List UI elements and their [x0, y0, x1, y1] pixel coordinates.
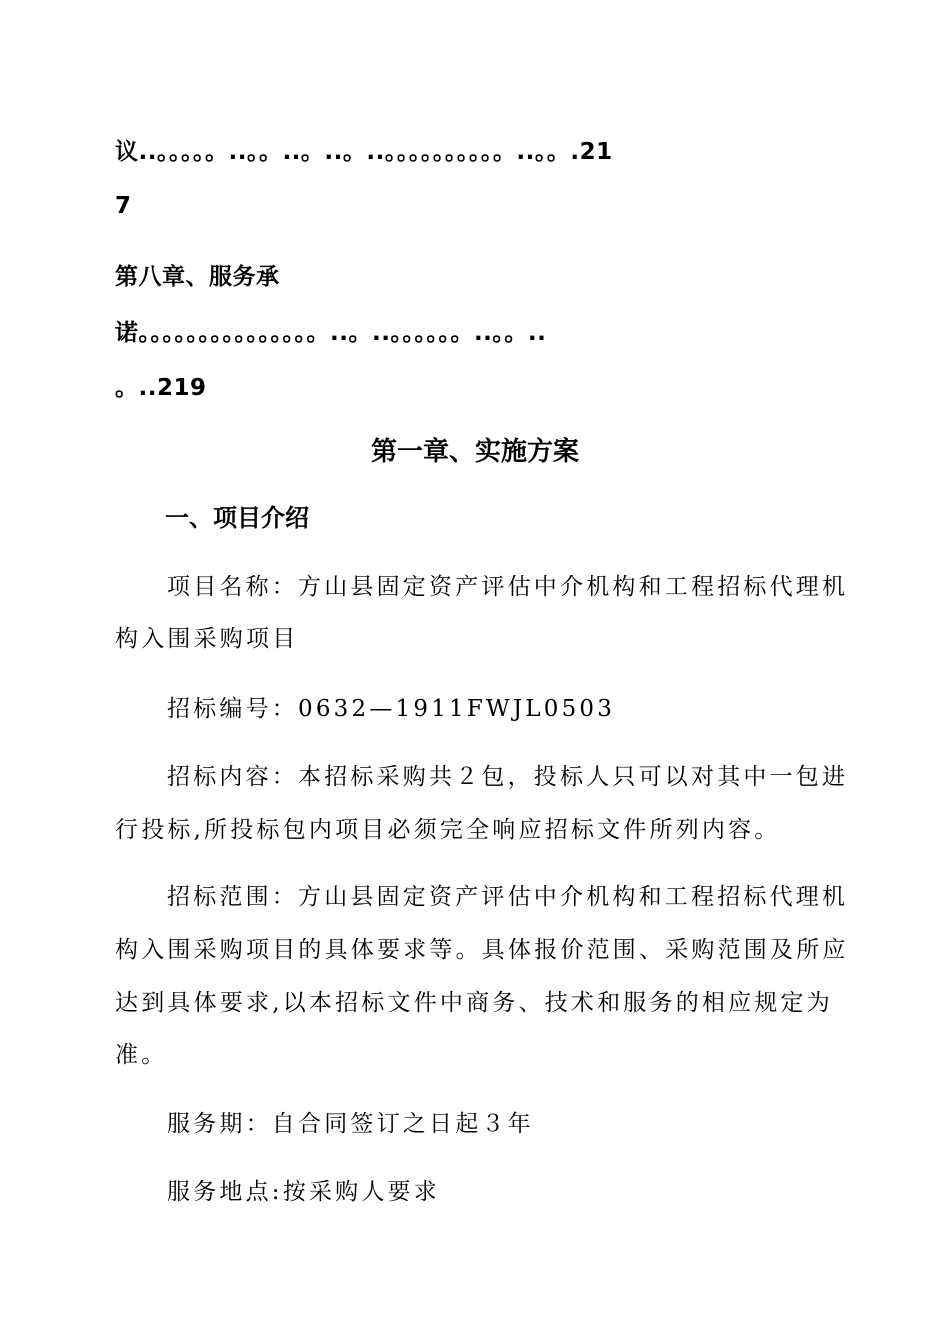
bid-scope-line-1: 招标范围：方山县固定资产评估中介机构和工程招标代理机	[167, 884, 849, 910]
section-title: 一、项目介绍	[165, 504, 309, 532]
bid-content-line-1: 招标内容：本招标采购共２包，投标人只可以对其中一包进	[167, 764, 849, 790]
bid-scope-line-2: 构入围采购项目的具体要求等。具体报价范围、采购范围及所应	[115, 937, 849, 963]
toc-entry-8-line-1: 诺。。。。。。。。。。。。。。。..。..。。。。。。..。。..	[115, 320, 547, 346]
toc-entry-7-line-2: 7	[115, 193, 132, 219]
project-name-line-1: 项目名称：方山县固定资产评估中介机构和工程招标代理机	[167, 574, 849, 600]
bid-scope-line-4: 准。	[115, 1042, 168, 1068]
toc-entry-8-line-2: 。..219	[115, 375, 207, 401]
toc-entry-7-line-1: 议..。。。。。..。。..。..。..。。。。。。。。。。..。。.21	[115, 139, 613, 165]
project-name-line-2: 构入围采购项目	[115, 626, 299, 652]
bid-scope-line-3: 达到具体要求,以本招标文件中商务、技术和服务的相应规定为	[115, 990, 833, 1016]
bid-content-line-2: 行投标,所投标包内项目必须完全响应招标文件所列内容。	[115, 817, 781, 843]
service-period: 服务期：自合同签订之日起３年	[167, 1111, 534, 1137]
chapter-title: 第一章、实施方案	[370, 437, 579, 467]
toc-entry-8-title: 第八章、服务承	[115, 264, 280, 290]
service-location: 服务地点:按采购人要求	[167, 1179, 440, 1205]
bid-number: 招标编号：0632—1911FWJL0503	[167, 696, 616, 722]
